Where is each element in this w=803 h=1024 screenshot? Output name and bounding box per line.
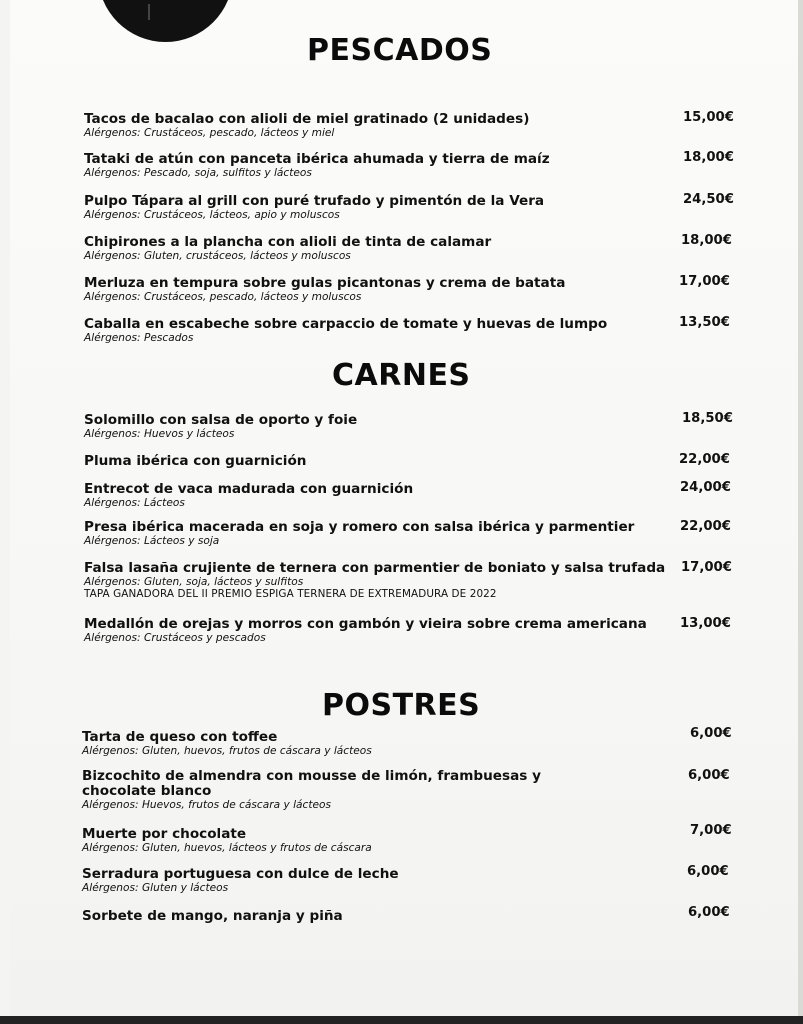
dish-price: 17,00€: [681, 560, 732, 575]
dish-allergens: Alérgenos: Pescado, soja, sulfitos y lácteos: [84, 167, 312, 179]
dish-price: 15,00€: [683, 110, 734, 125]
dish-name: Tarta de queso con toffee: [82, 729, 278, 745]
dish-name: Tacos de bacalao con alioli de miel gratinado (2 unidades): [84, 111, 530, 127]
menu-item: [84, 520, 634, 547]
menu-item: [84, 413, 357, 440]
dish-price: 24,00€: [680, 480, 731, 495]
dish-allergens: Alérgenos: Crustáceos y pescados: [84, 632, 266, 644]
menu-item: [84, 276, 565, 303]
dish-allergens: Alérgenos: Gluten, soja, lácteos y sulfitos: [84, 576, 304, 588]
dish-name: Pluma ibérica con guarnición: [84, 453, 307, 469]
dish-price: 22,00€: [679, 452, 730, 467]
dish-price: 6,00€: [690, 726, 732, 741]
dish-name: Solomillo con salsa de oporto y foie: [84, 412, 358, 428]
dish-name: Muerte por chocolate: [82, 826, 247, 842]
menu-item: [84, 317, 607, 344]
page-edge: [798, 0, 803, 1024]
dish-price: 17,00€: [679, 274, 730, 289]
dish-allergens: Alérgenos: Gluten, huevos, lácteos y frutos de cáscara: [82, 842, 372, 854]
award-note: TAPA GANADORA DEL II PREMIO ESPIGA TERNERA DE EXTREMADURA DE 2022: [84, 588, 497, 600]
dish-price: 13,50€: [679, 315, 730, 330]
dish-price: 24,50€: [683, 192, 734, 207]
dish-price: 7,00€: [690, 823, 732, 838]
dish-name: Medallón de orejas y morros con gambón y vieira sobre crema americana: [84, 616, 647, 632]
dish-name: Pulpo Tápara al grill con puré trufado y pimentón de la Vera: [84, 193, 545, 209]
dish-price: 13,00€: [680, 616, 731, 631]
dish-name: Bizcochito de almendra con mousse de limón, frambuesas y chocolate blanco: [82, 768, 541, 799]
dish-allergens: Alérgenos: Pescados: [84, 332, 194, 344]
menu-item: [82, 769, 582, 811]
dish-price: 22,00€: [680, 519, 731, 534]
menu-item: [82, 827, 372, 854]
dish-name: Tataki de atún con panceta ibérica ahumada y tierra de maíz: [84, 151, 550, 167]
dish-name: Entrecot de vaca madurada con guarnición: [84, 481, 414, 497]
dish-allergens: Alérgenos: Lácteos y soja: [84, 535, 220, 547]
dish-price: 18,00€: [681, 233, 732, 248]
dish-allergens: Alérgenos: Gluten y lácteos: [82, 882, 229, 894]
menu-item: [82, 867, 399, 894]
dish-name: Chipirones a la plancha con alioli de tinta de calamar: [84, 234, 492, 250]
menu-item: [82, 909, 343, 924]
section-title-pescados: PESCADOS: [307, 33, 493, 68]
dish-name: Falsa lasaña crujiente de ternera con parmentier de boniato y salsa trufada: [84, 560, 666, 576]
dish-name: Presa ibérica macerada en soja y romero con salsa ibérica y parmentier: [84, 519, 635, 535]
menu-item: [84, 112, 529, 139]
dish-price: 18,00€: [683, 150, 734, 165]
dish-price: 6,00€: [687, 864, 729, 879]
dish-allergens: Alérgenos: Crustáceos, pescado, lácteos y miel: [84, 127, 335, 139]
menu-item: [84, 482, 413, 509]
dish-allergens: Alérgenos: Crustáceos, pescado, lácteos y moluscos: [84, 291, 362, 303]
binder-tab-notch: [148, 4, 150, 20]
dish-allergens: Alérgenos: Gluten, crustáceos, lácteos y moluscos: [84, 250, 351, 262]
dish-name: Sorbete de mango, naranja y piña: [82, 908, 343, 924]
dish-price: 6,00€: [688, 768, 730, 783]
dish-name: Merluza en tempura sobre gulas picantonas y crema de batata: [84, 275, 566, 291]
menu-item: [84, 194, 544, 221]
dish-allergens: Alérgenos: Huevos, frutos de cáscara y lácteos: [82, 799, 332, 811]
section-title-carnes: CARNES: [332, 358, 471, 393]
page-bottom-shadow: [0, 1016, 803, 1024]
dish-price: 6,00€: [688, 905, 730, 920]
dish-price: 18,50€: [682, 411, 733, 426]
dish-name: Serradura portuguesa con dulce de leche: [82, 866, 399, 882]
menu-item: [84, 617, 647, 644]
menu-item: [84, 561, 665, 600]
menu-item: [84, 235, 491, 262]
menu-item: [84, 152, 550, 179]
dish-allergens: Alérgenos: Crustáceos, lácteos, apio y moluscos: [84, 209, 340, 221]
menu-item: [82, 730, 372, 757]
menu-item: [84, 454, 306, 469]
section-title-postres: POSTRES: [322, 688, 481, 723]
dish-allergens: Alérgenos: Gluten, huevos, frutos de cáscara y lácteos: [82, 745, 372, 757]
dish-allergens: Alérgenos: Huevos y lácteos: [84, 428, 235, 440]
dish-name: Caballa en escabeche sobre carpaccio de tomate y huevas de lumpo: [84, 316, 608, 332]
dish-allergens: Alérgenos: Lácteos: [84, 497, 185, 509]
